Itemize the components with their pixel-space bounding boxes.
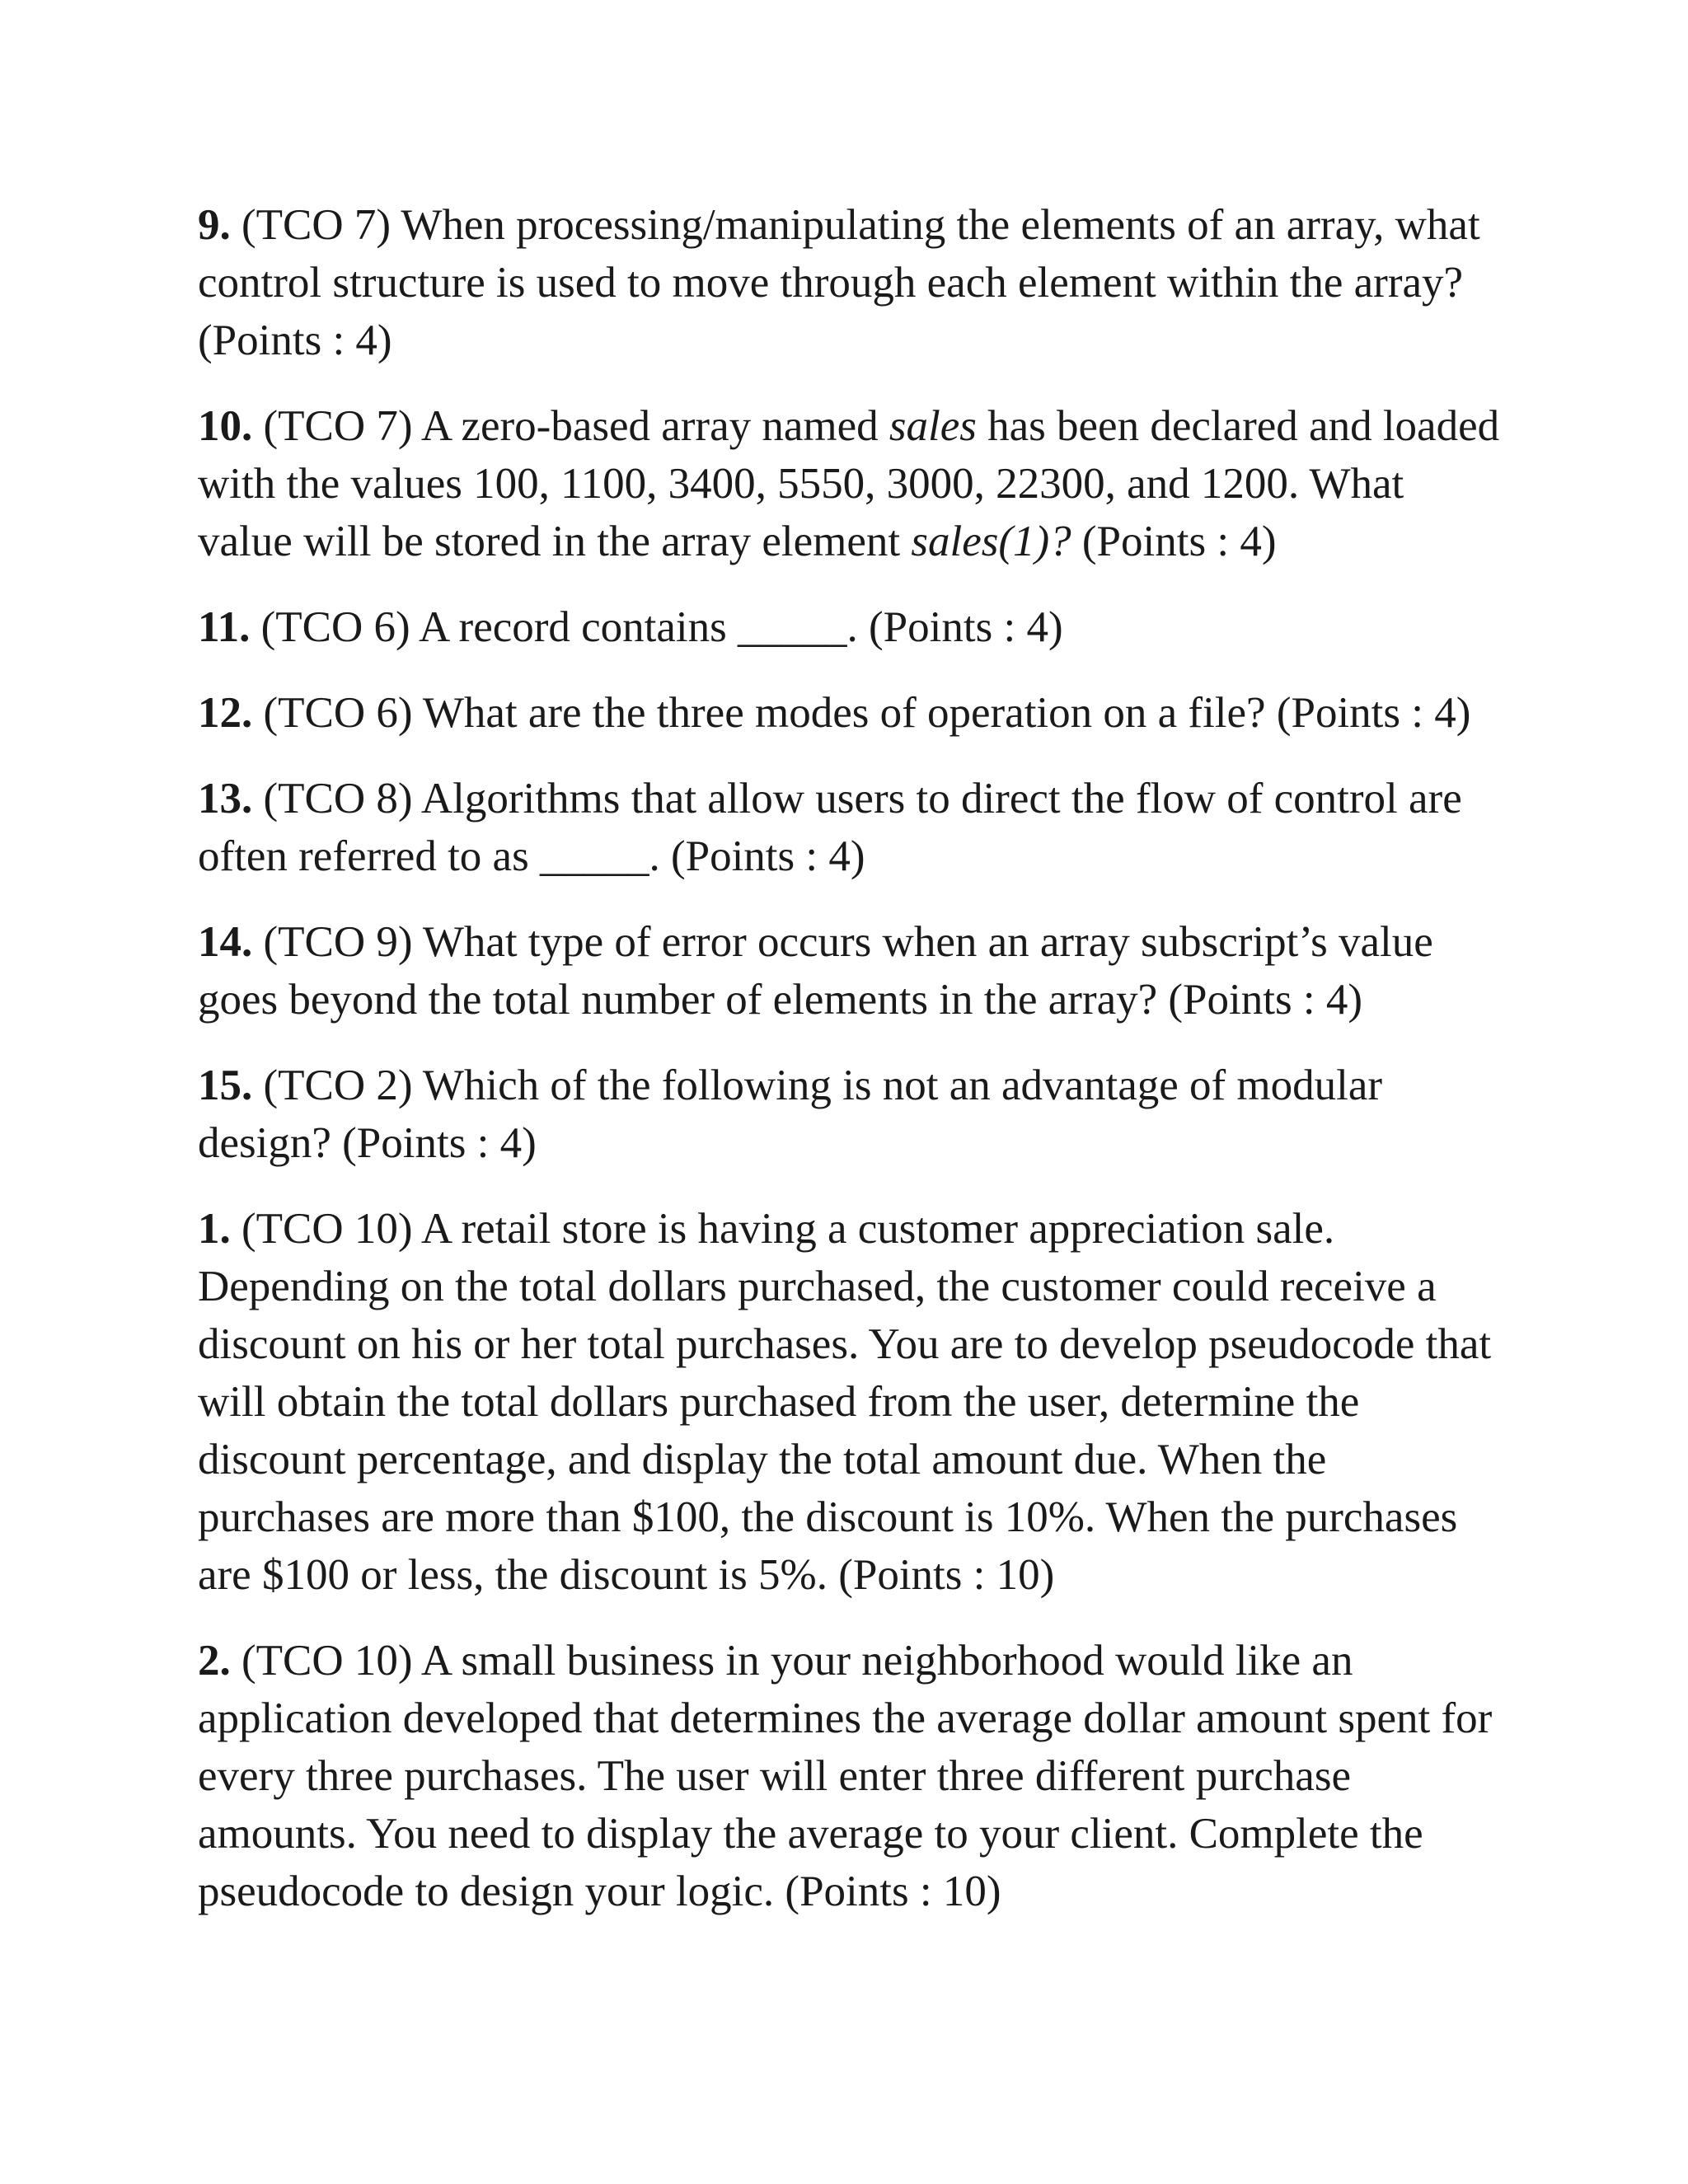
question-13 <box>198 770 1500 885</box>
question-text: (TCO 6) A record contains _____. (Points : 4) <box>250 603 1063 651</box>
question-12 <box>198 684 1500 742</box>
question-text: (TCO 8) Algorithms that allow users to direct the flow of control are often referred to as _____. (Points : 4) <box>198 775 1462 880</box>
question-text: (TCO 10) A small business in your neighborhood would like an application developed that determines the average dollar amount spent for every three purchases. The user will enter three different purchase amounts. You need to display the average to your client. Complete the pseudocode to design your logic. (Points : 10) <box>198 1637 1493 1915</box>
question-text-part: has been declared and loaded with the values 100, 1100, 3400, 5550, 3000, 22300, and 1200. What value will be stored in the array element <box>198 402 1500 565</box>
question-11 <box>198 598 1500 656</box>
question-14 <box>198 913 1500 1029</box>
question-text: (TCO 7) When processing/manipulating the elements of an array, what control structure is used to move through each element within the array? (Points : 4) <box>198 201 1480 364</box>
question-15 <box>198 1057 1500 1172</box>
question-text: (TCO 9) What type of error occurs when an array subscript’s value goes beyond the total number of elements in the array? (Points : 4) <box>198 918 1433 1024</box>
question-10 <box>198 397 1500 570</box>
question-9 <box>198 196 1500 369</box>
question-number: 11. <box>198 603 251 651</box>
question-text: (TCO 2) Which of the following is not an advantage of modular design? (Points : 4) <box>198 1062 1383 1167</box>
question-text-part: (Points : 4) <box>1071 518 1277 565</box>
question-text-part: (TCO 7) A zero-based array named <box>252 402 889 450</box>
question-text: (TCO 10) A retail store is having a customer appreciation sale. Depending on the total dollars purchased, the customer could receive a discount on his or her total purchases. You are to develop pseudocode that will obtain the total dollars purchased from the user, determine the discount percentage, and display the total amount due. When the purchases are more than $100, the discount is 10%. When the purchases are $100 or less, the discount is 5%. (Points : 10) <box>198 1205 1492 1599</box>
question-text: (TCO 6) What are the three modes of operation on a file? (Points : 4) <box>252 689 1471 737</box>
question-number: 13. <box>198 775 253 823</box>
question-number: 15. <box>198 1062 253 1109</box>
problem-2 <box>198 1632 1500 1920</box>
question-number: 10. <box>198 402 253 450</box>
question-number: 14. <box>198 918 253 966</box>
question-number: 9. <box>198 201 231 249</box>
array-element-italic: sales(1)? <box>911 518 1071 565</box>
question-number: 12. <box>198 689 253 737</box>
question-number: 1. <box>198 1205 231 1253</box>
question-number: 2. <box>198 1637 231 1685</box>
array-name-italic: sales <box>889 402 977 450</box>
problem-1 <box>198 1200 1500 1604</box>
document-page <box>198 196 1500 1948</box>
